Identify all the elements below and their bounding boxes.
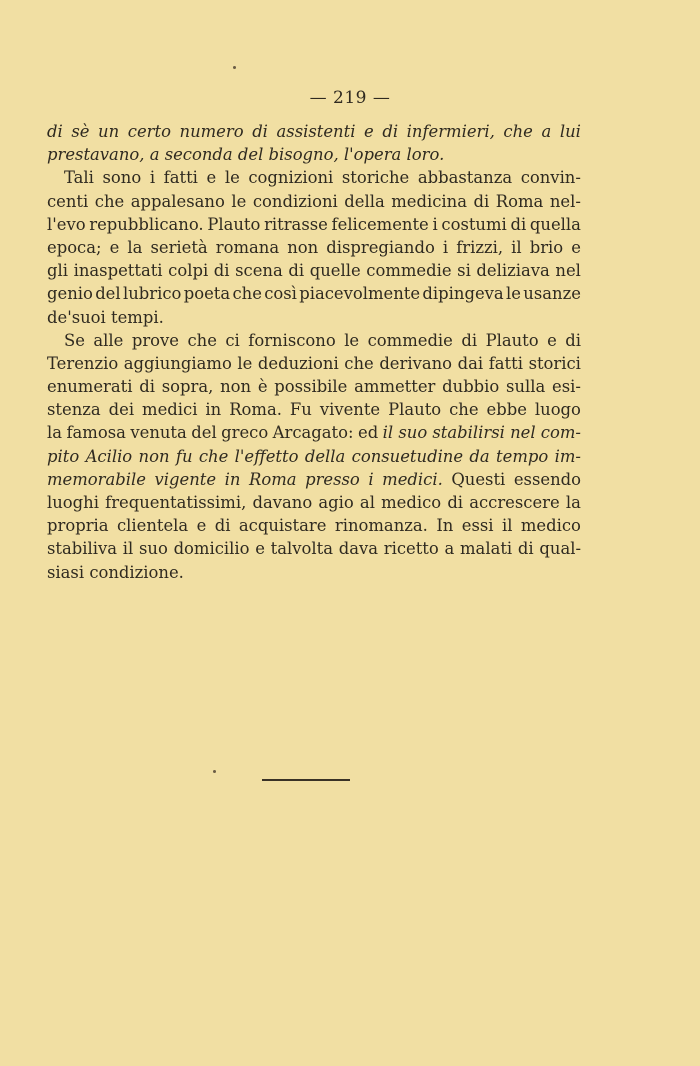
- text-line: [47, 468, 581, 491]
- word: del: [191, 423, 217, 443]
- word: di: [288, 261, 305, 281]
- word: e: [196, 516, 207, 536]
- word: ammetter: [354, 377, 436, 397]
- word: e: [255, 539, 265, 559]
- word: frequentatissimi,: [105, 493, 247, 512]
- text-line: [47, 236, 581, 259]
- word: di: [510, 214, 527, 234]
- word: possibile: [274, 377, 348, 397]
- word: consuetudine: [351, 446, 464, 466]
- word: di: [213, 261, 230, 281]
- word: pito: [47, 446, 80, 466]
- word: che: [449, 400, 479, 420]
- word: forniscono: [248, 330, 336, 350]
- word: nel-: [549, 191, 581, 211]
- word: dava: [338, 539, 379, 559]
- word: Terenzio: [47, 353, 119, 373]
- text-line: [47, 375, 581, 398]
- word: dei: [108, 400, 135, 420]
- word: davano: [252, 493, 313, 512]
- word: Plauto: [485, 330, 539, 350]
- word: del: [237, 145, 264, 165]
- word: i: [432, 214, 438, 234]
- word: non: [220, 377, 252, 397]
- text-line: [47, 213, 581, 236]
- text-line: [47, 561, 581, 584]
- word: fatti: [488, 353, 523, 373]
- word: usanze: [523, 284, 581, 304]
- word: acquistare: [238, 516, 327, 536]
- word: è: [257, 377, 268, 397]
- word: vivente: [319, 400, 381, 420]
- word: i: [149, 168, 156, 188]
- word: non: [138, 446, 170, 466]
- word: dispregiando: [326, 237, 435, 257]
- word: le: [237, 353, 253, 373]
- word: sopra,: [161, 377, 214, 397]
- word: a: [444, 539, 455, 559]
- page-number: — 219 —: [309, 88, 391, 108]
- word: l'opera: [343, 145, 402, 165]
- word: presso: [305, 469, 360, 489]
- word: aggiungiamo: [123, 353, 232, 373]
- word: esi-: [552, 377, 581, 397]
- word: gli: [47, 261, 68, 281]
- word: im-: [554, 446, 581, 466]
- word: costumi: [441, 214, 507, 234]
- word: colpi: [168, 261, 209, 281]
- text-line: [47, 352, 581, 375]
- word: alle: [93, 330, 124, 350]
- word: di: [47, 122, 63, 141]
- word: luogo: [534, 400, 581, 420]
- word: essendo: [513, 469, 581, 489]
- word: e: [109, 237, 120, 257]
- word: l'effetto: [234, 446, 299, 466]
- word: Se: [64, 330, 85, 350]
- word: nel: [555, 261, 581, 281]
- word: luoghi: [47, 493, 99, 512]
- word: ed: [358, 423, 379, 443]
- word: che: [344, 353, 374, 373]
- word: poeta: [183, 284, 231, 304]
- word: seconda: [164, 145, 233, 165]
- text-line: [47, 421, 581, 444]
- word: e: [547, 330, 557, 350]
- word: di: [214, 516, 231, 536]
- word: sulla: [506, 377, 546, 397]
- word: ricetto: [383, 539, 439, 559]
- word: vigente: [154, 469, 217, 489]
- text-line: [47, 398, 581, 421]
- word: centi: [47, 191, 89, 211]
- text-line: [47, 537, 581, 560]
- paper-speck: [233, 66, 236, 69]
- word: l'evo: [47, 214, 86, 234]
- word: Fu: [289, 400, 312, 420]
- word: Roma: [495, 191, 544, 211]
- word: della: [344, 191, 385, 211]
- word: ebbe: [486, 400, 527, 420]
- word: ritrasse: [264, 214, 328, 234]
- text-line: [47, 166, 581, 189]
- word: a: [149, 145, 160, 165]
- word: di: [473, 191, 490, 211]
- word: in: [224, 469, 241, 489]
- word: scena: [235, 261, 283, 281]
- word: Roma: [248, 469, 297, 489]
- word: le: [231, 191, 247, 211]
- word: storici: [528, 353, 581, 373]
- text-line: [47, 282, 581, 305]
- word: malati: [460, 539, 513, 559]
- text-line: [47, 306, 581, 329]
- word: medici: [142, 400, 198, 420]
- word: commedie: [366, 261, 452, 281]
- word: di: [382, 122, 399, 141]
- word: in: [205, 400, 222, 420]
- word: famosa: [66, 423, 126, 443]
- word: il: [501, 516, 513, 536]
- word: loro.: [406, 145, 445, 165]
- text-line: [47, 259, 581, 282]
- word: sè: [71, 122, 90, 141]
- word: lui: [559, 122, 581, 141]
- word: storiche: [341, 168, 410, 188]
- word: suo: [138, 539, 168, 559]
- word: Roma.: [229, 400, 282, 420]
- body-text: [47, 120, 581, 584]
- word: talvolta: [270, 539, 333, 559]
- word: non: [287, 237, 319, 257]
- word: al: [359, 493, 375, 512]
- word: che: [198, 446, 229, 466]
- word: qual-: [539, 539, 581, 559]
- word: lubrico: [122, 284, 182, 304]
- word: Plauto: [207, 214, 261, 234]
- word: felicemente: [331, 214, 429, 234]
- word: e: [364, 122, 374, 141]
- word: medico: [381, 493, 442, 512]
- word: così: [264, 284, 297, 304]
- text-line: [47, 120, 581, 143]
- word: la: [565, 493, 581, 512]
- word: siasi: [47, 562, 85, 582]
- word: la: [47, 423, 63, 443]
- word: medico: [520, 516, 581, 536]
- word: dai: [457, 353, 484, 373]
- word: di: [461, 330, 478, 350]
- word: condizioni: [252, 191, 338, 211]
- word: domicilio: [173, 539, 250, 559]
- word: deduzioni: [257, 353, 339, 373]
- word: il suo stabilirsi nel com-: [382, 423, 581, 443]
- word: Tali: [64, 168, 94, 188]
- text-line: [47, 329, 581, 352]
- word: bisogno,: [268, 145, 339, 165]
- word: romana: [215, 237, 280, 257]
- word: clientela: [116, 516, 189, 536]
- word: il: [122, 539, 134, 559]
- word: convin-: [520, 168, 581, 188]
- word: della: [304, 446, 346, 466]
- word: commedie: [367, 330, 453, 350]
- word: quelle: [309, 261, 361, 281]
- word: le: [224, 168, 240, 188]
- word: Plauto: [388, 400, 442, 420]
- word: Questi: [451, 469, 506, 489]
- word: di: [139, 377, 155, 397]
- word: assistenti: [276, 122, 356, 141]
- word: genio: [47, 284, 93, 304]
- word: fatti: [163, 168, 198, 188]
- word: condizione.: [89, 562, 184, 582]
- paper-speck: [213, 770, 216, 773]
- text-line: [47, 143, 581, 166]
- word: che: [187, 330, 217, 350]
- text-line: [47, 190, 581, 213]
- text-line: [47, 491, 581, 514]
- word: stenza: [47, 400, 101, 420]
- word: inaspettati: [73, 261, 163, 281]
- word: tempo: [496, 446, 549, 466]
- word: fu: [175, 446, 193, 466]
- word: repubblicano.: [89, 214, 204, 234]
- word: propria: [47, 516, 109, 536]
- word: ci: [225, 330, 240, 350]
- word: piacevolmente: [299, 284, 421, 304]
- word: deliziava: [476, 261, 550, 281]
- word: Acilio: [85, 446, 133, 466]
- word: sono: [102, 168, 142, 188]
- word: In: [436, 516, 454, 536]
- word: da: [469, 446, 490, 466]
- word: appalesano: [130, 191, 225, 211]
- word: di: [565, 330, 581, 350]
- word: si: [457, 261, 471, 281]
- word: medicina: [391, 191, 467, 211]
- word: e: [571, 237, 581, 257]
- word: i: [368, 469, 374, 489]
- word: venuta: [130, 423, 187, 443]
- word: infermieri,: [406, 122, 495, 141]
- word: essi: [461, 516, 494, 536]
- word: medici.: [382, 469, 443, 489]
- word: dipingeva: [422, 284, 504, 304]
- word: la: [127, 237, 143, 257]
- word: accrescere: [469, 493, 560, 512]
- word: e: [206, 168, 217, 188]
- text-line: [47, 514, 581, 537]
- word: il: [511, 237, 522, 257]
- word: certo: [127, 122, 171, 141]
- word: quella: [529, 214, 581, 234]
- word: le: [506, 284, 521, 304]
- word: che: [232, 284, 262, 304]
- word: che: [503, 122, 533, 141]
- word: un: [98, 122, 120, 141]
- section-end-rule: [262, 779, 350, 781]
- word: di: [517, 539, 534, 559]
- word: le: [344, 330, 360, 350]
- word: Arcagato:: [272, 423, 354, 443]
- word: prove: [131, 330, 179, 350]
- word: enumerati: [47, 377, 133, 397]
- word: di: [252, 122, 268, 141]
- word: abbastanza: [417, 168, 513, 188]
- word: di: [447, 493, 464, 512]
- word: brio: [529, 237, 564, 257]
- word: de'suoi: [47, 307, 106, 327]
- word: del: [95, 284, 121, 304]
- word: i: [442, 237, 449, 257]
- text-line: [47, 445, 581, 468]
- word: agio: [318, 493, 354, 512]
- word: prestavano,: [47, 145, 145, 165]
- word: serietà: [150, 237, 208, 257]
- word: epoca;: [47, 237, 102, 257]
- word: numero: [179, 122, 244, 141]
- word: frizzi,: [456, 237, 504, 257]
- word: rinomanza.: [334, 516, 428, 536]
- word: stabiliva: [47, 539, 118, 559]
- word: derivano: [379, 353, 453, 373]
- word: che: [94, 191, 125, 211]
- word: a: [541, 122, 552, 141]
- word: dubbio: [442, 377, 500, 397]
- word: cognizioni: [248, 168, 334, 188]
- word: memorabile: [47, 469, 146, 489]
- word: tempi.: [111, 307, 164, 327]
- word: greco: [221, 423, 269, 443]
